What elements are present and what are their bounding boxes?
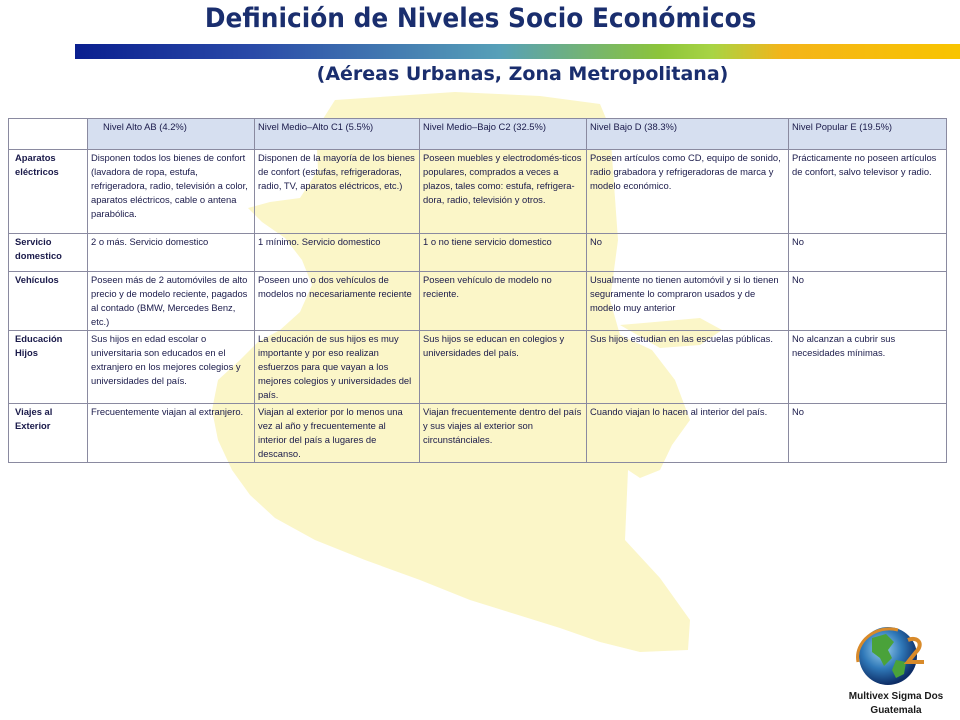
- globe-logo-icon: [846, 622, 936, 690]
- logo-caption-line1: Multivex Sigma Dos: [848, 691, 944, 702]
- table-row: [9, 331, 947, 404]
- table-cell: Poseen vehículo de modelo no reciente.: [420, 272, 587, 331]
- table-cell: Sus hijos en edad escolar o universitaria son educados en el extranjero en los mejores colegios y universidades del país.: [88, 331, 255, 404]
- page-subtitle: (Aéreas Urbanas, Zona Metropolitana): [316, 63, 729, 85]
- table-cell: Sus hijos se educan en colegios y universidades del país.: [420, 331, 587, 404]
- table-header-cell: Nivel Alto AB (4.2%): [88, 119, 255, 150]
- logo-caption: [832, 690, 960, 718]
- row-label: Servicio domestico: [9, 234, 88, 272]
- title-gradient-bar: [75, 44, 960, 59]
- table-cell: Prácticamente no poseen artículos de confort, salvo televisor y radio.: [789, 150, 947, 234]
- logo-caption-line2: Guatemala: [870, 705, 922, 716]
- table-cell: No alcanzan a cubrir sus necesidades mínimas.: [789, 331, 947, 404]
- table-cell: Sus hijos estudian en las escuelas públicas.: [587, 331, 789, 404]
- table-cell: La educación de sus hijos es muy importante y por eso realizan esfuerzos para que vayan a los mejores colegios y universidades del país.: [255, 331, 420, 404]
- table-cell: Viajan frecuentemente dentro del país y sus viajes al exterior son circunstánciales.: [420, 404, 587, 463]
- table-cell: Poseen más de 2 automóviles de alto precio y de modelo reciente, pagados al contado (BMW, Mercedes Benz, etc.): [88, 272, 255, 331]
- table-header-corner: [9, 119, 88, 150]
- table-cell: Cuando viajan lo hacen al interior del país.: [587, 404, 789, 463]
- table-cell: No: [789, 404, 947, 463]
- table-header-row: [9, 119, 947, 150]
- table-cell: No: [587, 234, 789, 272]
- table-row: [9, 404, 947, 463]
- table-cell: Viajan al exterior por lo menos una vez al año y frecuentemente al interior del país a lugares de descanso.: [255, 404, 420, 463]
- table-header-cell: Nivel Bajo D (38.3%): [587, 119, 789, 150]
- table-cell: Frecuentemente viajan al extranjero.: [88, 404, 255, 463]
- table-cell: Poseen artículos como CD, equipo de sonido, radio grabadora y refrigeradoras de marca y modelo económico.: [587, 150, 789, 234]
- table-cell: Disponen de la mayoría de los bienes de confort (estufas, refrigeradoras, radio, TV, aparatos eléctricos, etc.): [255, 150, 420, 234]
- row-label: Viajes al Exterior: [9, 404, 88, 463]
- nse-table: [8, 118, 947, 463]
- table-header-cell: Nivel Popular E (19.5%): [789, 119, 947, 150]
- table-cell: 1 mínimo. Servicio domestico: [255, 234, 420, 272]
- page-title: Definición de Niveles Socio Económicos: [204, 3, 757, 34]
- table-cell: Poseen uno o dos vehículos de modelos no necesariamente reciente: [255, 272, 420, 331]
- table-row: [9, 150, 947, 234]
- table-cell: No: [789, 272, 947, 331]
- table-cell: Usualmente no tienen automóvil y si lo tienen seguramente lo compraron usados y de modelo muy anterior: [587, 272, 789, 331]
- table-cell: Disponen todos los bienes de confort (lavadora de ropa, estufa, refrigeradora, radio, televisión a color, aparatos eléctricos, cable o antena parabólica.: [88, 150, 255, 234]
- table-cell: 2 o más. Servicio domestico: [88, 234, 255, 272]
- table-row: [9, 234, 947, 272]
- table-row: [9, 272, 947, 331]
- table-cell: Poseen muebles y electrodomés-ticos populares, comprados a veces a plazos, tales como: estufa, refrigera-dora, radio, televisión y otros.: [420, 150, 587, 234]
- table-header-cell: Nivel Medio–Bajo C2 (32.5%): [420, 119, 587, 150]
- row-label: Educación Hijos: [9, 331, 88, 404]
- table-cell: No: [789, 234, 947, 272]
- table-cell: 1 o no tiene servicio domestico: [420, 234, 587, 272]
- row-label: Aparatos eléctricos: [9, 150, 88, 234]
- row-label: Vehículos: [9, 272, 88, 331]
- table-header-cell: Nivel Medio–Alto C1 (5.5%): [255, 119, 420, 150]
